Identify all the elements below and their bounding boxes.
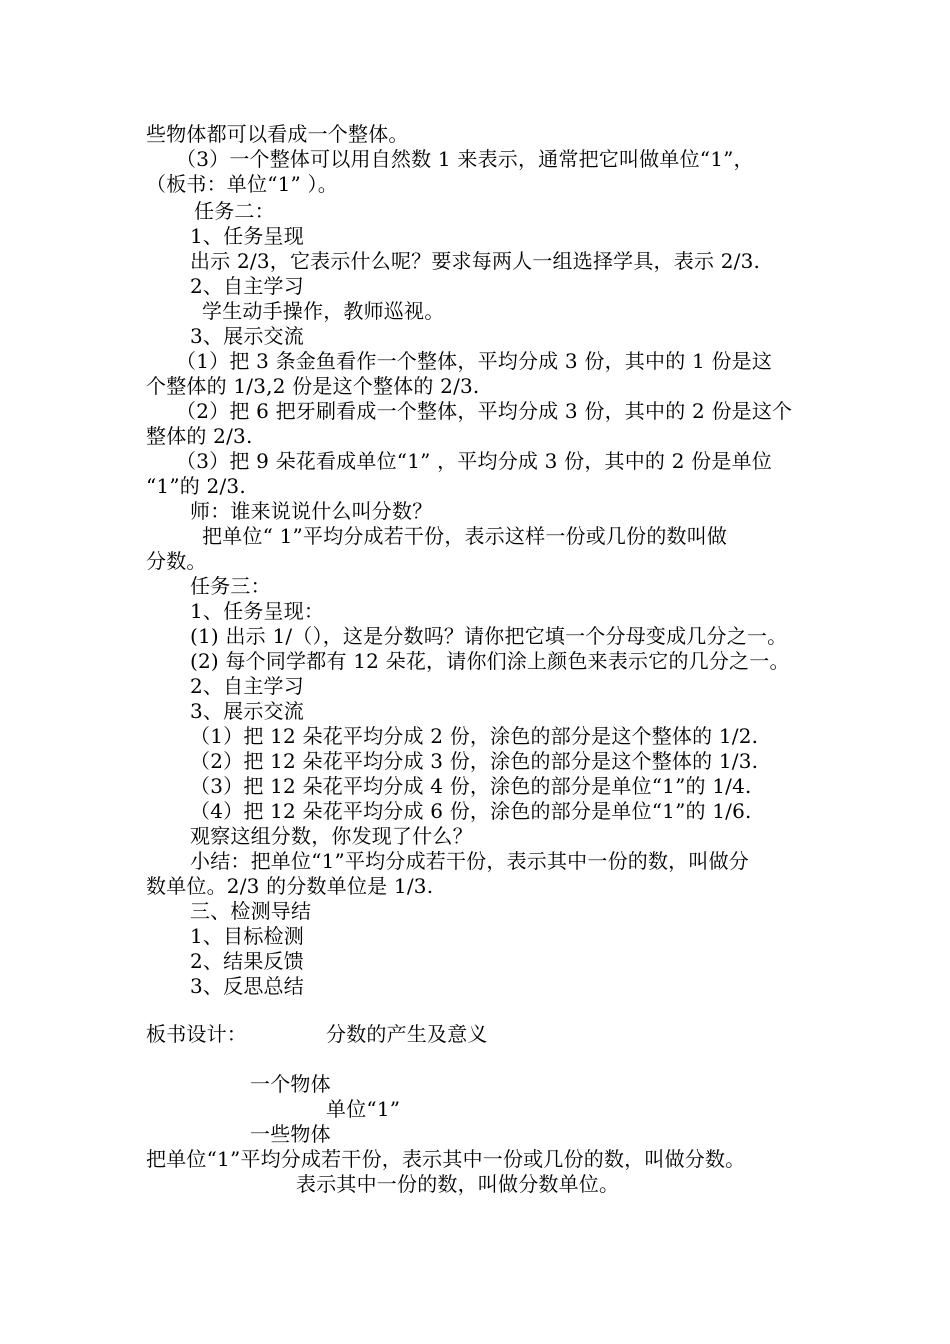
text-line: （1）把 12 朵花平均分成 2 份，涂色的部分是这个整体的 1/2.	[190, 724, 759, 748]
text-line: 小结：把单位“1”平均分成若干份，表示其中一份的数，叫做分	[190, 849, 749, 873]
text-line: 观察这组分数，你发现了什么？	[190, 824, 473, 848]
text-line: 1、目标检测	[190, 924, 304, 948]
text-line: 数单位。2/3 的分数单位是 1/3.	[146, 874, 434, 898]
text-line: 2、自主学习	[190, 274, 304, 298]
text-line: 2、结果反馈	[190, 949, 304, 973]
text-line: （4）把 12 朵花平均分成 6 份，涂色的部分是单位“1”的 1/6.	[190, 799, 752, 823]
board-item-some-objects: 一些物体	[250, 1122, 331, 1146]
board-unit-definition: 表示其中一份的数，叫做分数单位。	[296, 1172, 620, 1196]
text-line: （1）把 3 条金鱼看作一个整体，平均分成 3 份，其中的 1 份是这	[176, 349, 773, 373]
text-line: 整体的 2/3.	[146, 424, 253, 448]
text-line: 些物体都可以看成一个整体。	[146, 122, 409, 146]
board-definition: 把单位“1”平均分成若干份，表示其中一份或几份的数，叫做分数。	[146, 1147, 746, 1171]
section-heading: 三、检测导结	[190, 899, 312, 923]
text-line: 1、任务呈现：	[190, 599, 325, 623]
board-design-label: 板书设计：	[146, 1022, 247, 1046]
text-line: 把单位“ 1”平均分成若干份，表示这样一份或几份的数叫做	[202, 524, 728, 548]
text-line: 3、展示交流	[190, 324, 304, 348]
text-line: 3、展示交流	[190, 699, 304, 723]
text-line: （2）把 12 朵花平均分成 3 份，涂色的部分是这个整体的 1/3.	[190, 749, 759, 773]
text-line: (2) 每个同学都有 12 朵花，请你们涂上颜色来表示它的几分之一。	[190, 649, 790, 673]
text-line: 1、任务呈现	[190, 224, 304, 248]
text-line: （3）一个整体可以用自然数 1 来表示，通常把它叫做单位“1”，	[176, 147, 754, 171]
text-line: 师：谁来说说什么叫分数？	[190, 499, 433, 523]
board-title: 分数的产生及意义	[326, 1022, 488, 1046]
text-line: 3、反思总结	[190, 974, 304, 998]
text-line: “1”的 2/3.	[146, 474, 246, 498]
text-line: (1) 出示 1/（），这是分数吗？请你把它填一个分母变成几分之一。	[190, 624, 788, 648]
board-unit-one: 单位“1”	[326, 1097, 401, 1121]
text-line: （3）把 9 朵花看成单位“1” ，平均分成 3 份，其中的 2 份是单位	[176, 449, 772, 473]
section-heading: 任务三：	[190, 574, 271, 598]
text-line: 分数。	[146, 549, 207, 573]
text-line: 出示 2/3，它表示什么呢？要求每两人一组选择学具，表示 2/3.	[190, 249, 761, 273]
text-line: 个整体的 1/3,2 份是这个整体的 2/3.	[146, 374, 480, 398]
text-line: （板书：单位“1” ）。	[146, 172, 338, 196]
text-line: （2）把 6 把牙刷看成一个整体，平均分成 3 份，其中的 2 份是这个	[176, 399, 793, 423]
board-item-one-object: 一个物体	[250, 1072, 331, 1096]
text-line: 学生动手操作，教师巡视。	[202, 299, 445, 323]
text-line: （3）把 12 朵花平均分成 4 份，涂色的部分是单位“1”的 1/4.	[190, 774, 752, 798]
section-heading: 任务二：	[194, 199, 275, 223]
text-line: 2、自主学习	[190, 674, 304, 698]
